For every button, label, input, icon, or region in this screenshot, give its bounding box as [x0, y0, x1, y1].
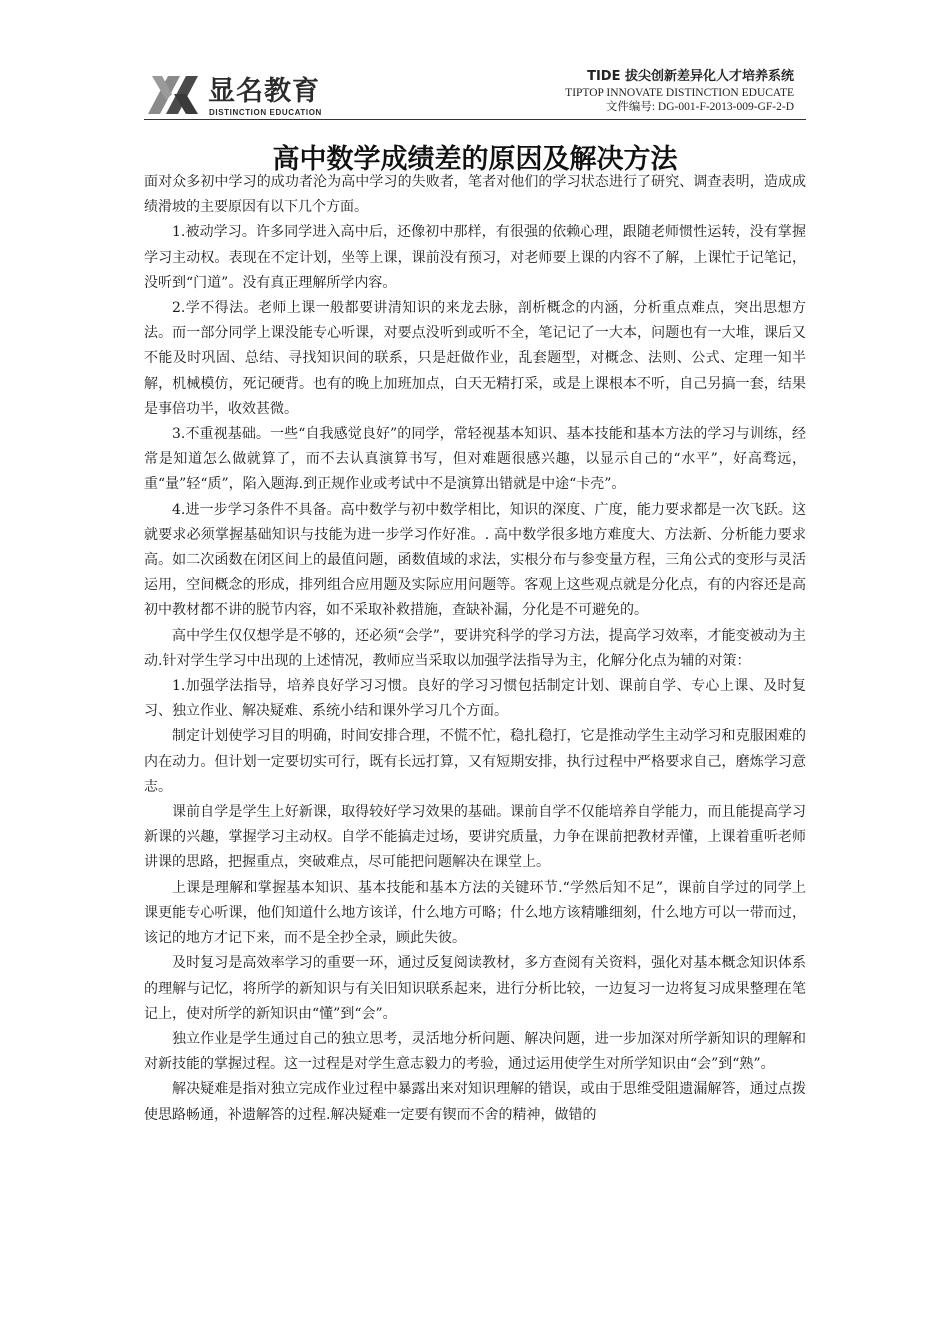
paragraph-independent-work: 独立作业是学生通过自己的独立思考，灵活地分析问题、解决问题，进一步加深对所学新知识的理解和对新技能的掌握过程。这一过程是对学生意志毅力的考验，通过运用使学生对所学知识由“会”到“熟”。 [144, 1030, 806, 1073]
paragraph-study-habits: 1.加强学法指导，培养良好学习习惯。良好的学习习惯包括制定计划、课前自学、专心上课、及时复习、独立作业、解决疑难、系统小结和课外学习几个方面。 [144, 678, 806, 720]
document-body [144, 170, 806, 1128]
paragraph-bad-method: 2.学不得法。老师上课一般都要讲清知识的来龙去脉，剖析概念的内涵，分析重点难点，突出思想方法。而一部分同学上课没能专心听课，对要点没听到或听不全，笔记记了一大本，问题也有一大堆，课后又不能及时巩固、总结、寻找知识间的联系，只是赶做作业，乱套题型，对概念、法则、公式、定理一知半解，机械模仿，死记硬背。也有的晚上加班加点，白天无精打采，或是上课根本不听，自己另搞一套，结果是事倍功半，收效甚微。 [144, 300, 806, 417]
paragraph-insufficient-conditions: 4.进一步学习条件不具备。高中数学与初中数学相比，知识的深度、广度，能力要求都是一次飞跃。这就要求必须掌握基础知识与技能为进一步学习作好准。. 高中数学很多地方难度大、方法新、分析能力要求高。如二次函数在闭区间上的最值问题，函数值域的求法，实根分布与参变量方程，三角公式的变形与灵活运用，空间概念的形成，排列组合应用题及实际应用问题等。客观上这些观点就是分化点，有的内容还是高初中教材都不讲的脱节内容，如不采取补救措施，查缺补漏，分化是不可避免的。 [144, 501, 806, 619]
logo-english-text: DISTINCTION EDUCATION [209, 108, 322, 117]
paragraph-make-plan: 制定计划使学习目的明确，时间安排合理，不慌不忙，稳扎稳打，它是推动学生主动学习和克服困难的内在动力。但计划一定要切实可行，既有长远打算，又有短期安排，执行过程中严格要求自己，磨炼学习意志。 [144, 728, 806, 795]
logo-chinese-text: 显名教育 [208, 76, 320, 107]
paragraph-resolve-doubts: 解决疑难是指对独立完成作业过程中暴露出来对知识理解的错误，或由于思维受阻遗漏解答，通过点拨使思路畅通，补遗解答的过程.解决疑难一定要有锲而不舍的精神，做错的 [144, 1081, 806, 1123]
system-title: TIDE 拔尖创新差异化人才培养系统 [587, 69, 794, 84]
paragraph-passive-learning: 1.被动学习。许多同学进入高中后，还像初中那样，有很强的依赖心理，跟随老师惯性运转，没有掌握学习主动权。表现在不定计划，坐等上课，课前没有预习，对老师要上课的内容不了解，上课忙于记笔记，没听到“门道”。没有真正理解所学内容。 [144, 224, 806, 291]
document-header [144, 64, 800, 118]
paragraph-intro: 面对众多初中学习的成功者沦为高中学习的失败者，笔者对他们的学习状态进行了研究、调查表明，造成成绩滑坡的主要原因有以下几个方面。 [144, 174, 806, 216]
document-title: 高中数学成绩差的原因及解决方法 [272, 144, 678, 176]
system-english-title: TIPTOP INNOVATE DISTINCTION EDUCATE [565, 87, 794, 99]
logo-mark-icon [146, 74, 206, 116]
paragraph-preview: 课前自学是学生上好新课，取得较好学习效果的基础。课前自学不仅能培养自学能力，而且能提高学习新课的兴趣，掌握学习主动权。自学不能搞走过场，要讲究质量，力争在课前把教材弄懂，上课着重听老师讲课的思路，把握重点，突破难点，尽可能把问题解决在课堂上。 [144, 804, 806, 871]
paragraph-attend-class: 上课是理解和掌握基本知识、基本技能和基本方法的关键环节.“学然后知不足”，课前自学过的同学上课更能专心听课，他们知道什么地方该详，什么地方可略；什么地方该精雕细刻，什么地方可以一带而过，该记的地方才记下来，而不是全抄全录，顾此失彼。 [144, 879, 806, 947]
brand-logo [146, 74, 346, 116]
paragraph-weak-basics: 3.不重视基础。一些“自我感觉良好”的同学，常轻视基本知识、基本技能和基本方法的学习与训练，经常是知道怎么做就算了，而不去认真演算书写，但对难题很感兴趣，以显示自己的“水平”，好高骛远，重“量”轻“质”，陷入题海.到正规作业或考试中不是演算出错就是中途“卡壳”。 [144, 426, 806, 493]
header-info [565, 68, 794, 114]
paragraph-review: 及时复习是高效率学习的重要一环，通过反复阅读教材，多方查阅有关资料，强化对基本概念知识体系的理解与记忆，将所学的新知识与有关旧知识联系起来，进行分析比较，一边复习一边将复习成果整理在笔记上，使对所学的新知识由“懂”到“会”。 [144, 955, 806, 1022]
document-number: 文件编号: DG-001-F-2013-009-GF-2-D [605, 101, 794, 113]
paragraph-learn-how: 高中学生仅仅想学是不够的，还必须“会学”，要讲究科学的学习方法，提高学习效率，才能变被动为主动.针对学生学习中出现的上述情况，教师应当采取以加强学法指导为主，化解分化点为辅的对策： [144, 627, 806, 669]
header-divider [144, 119, 806, 120]
